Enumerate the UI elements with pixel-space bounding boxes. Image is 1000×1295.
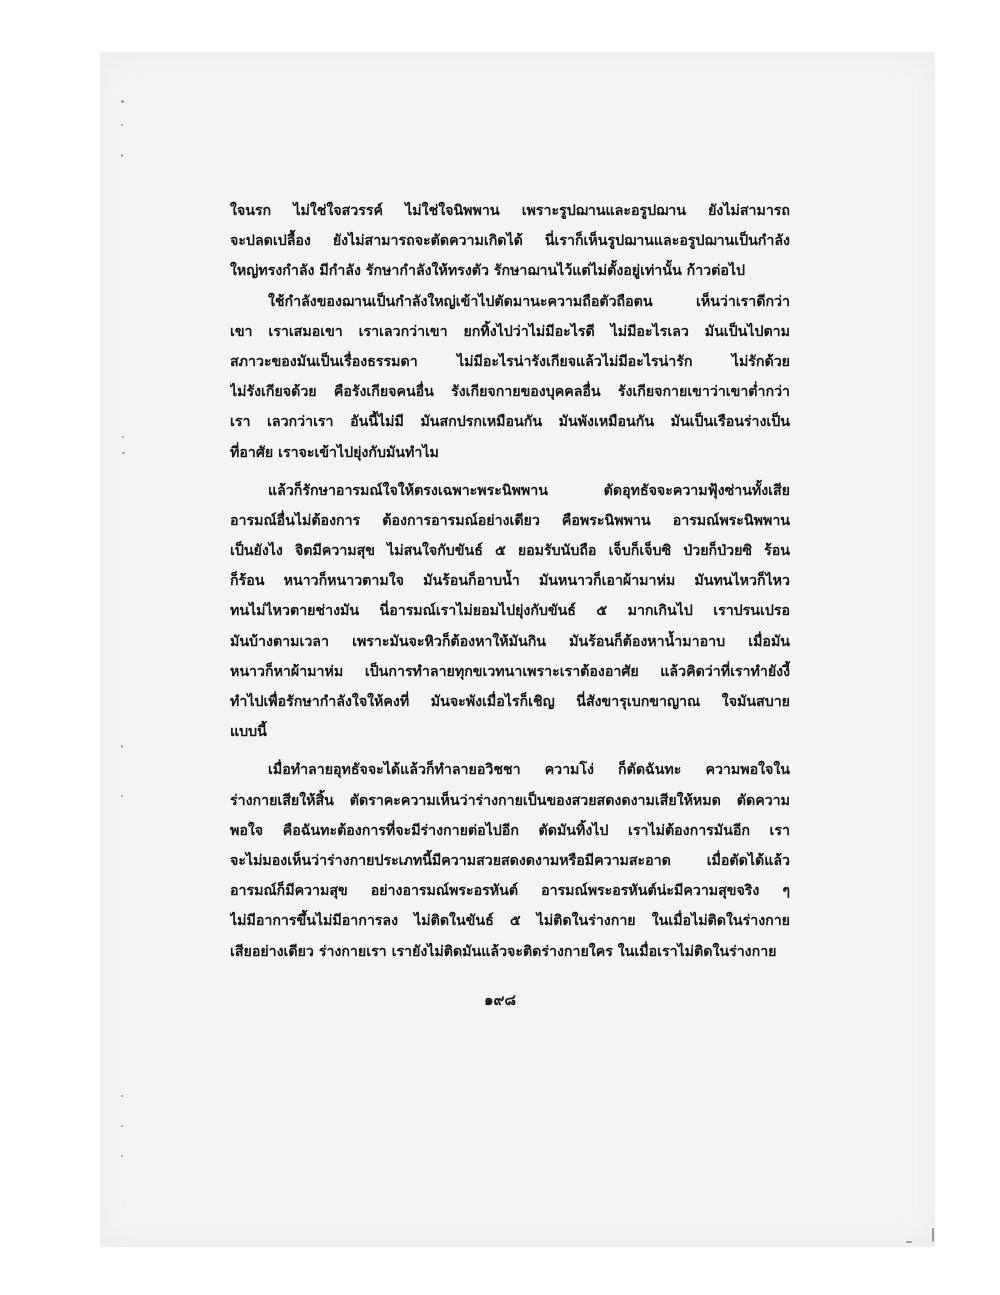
text-line: จะปลดเปลื้อง ยังไม่สามารถจะตัดความเกิดได้ นี่เราก็เห็นรูปฌานและอรูปฌานเป็นกำลัง xyxy=(230,233,790,250)
text-line: หนาวก็หาผ้ามาห่ม เป็นการทำลายทุกขเวทนาเพราะเราต้องอาศัย แล้วคิดว่าที่เราทำยังงี้ xyxy=(230,663,790,680)
scan-speck xyxy=(121,1155,123,1157)
scan-speck xyxy=(121,154,123,157)
text-line: แบบนี้ xyxy=(230,724,267,741)
text-line: เขา เราเสมอเขา เราเลวกว่าเขา ยกทิ้งไปว่าไม่มีอะไรดี ไม่มีอะไรเลว มันเป็นไปตาม xyxy=(230,323,790,340)
text-line: จะไม่มองเห็นว่าร่างกายประเภทนี้มีความสวยสดงดงามหรือมีความสะอาด เมื่อตัดได้แล้ว xyxy=(230,852,790,869)
text-line: ที่อาศัย เราจะเข้าไปยุ่งกับมันทำไม xyxy=(230,444,439,461)
text-line: ไม่มีอาการขึ้นไม่มีอาการลง ไม่ติดในขันธ์ ๕ ไม่ติดในร่างกาย ในเมื่อไม่ติดในร่างกาย xyxy=(230,913,790,930)
text-line: ร่างกายเสียให้สิ้น ตัดราคะความเห็นว่าร่างกายเป็นของสวยสดงดงามเสียให้หมด ตัดความ xyxy=(230,792,790,809)
text-line: ทำไปเพื่อรักษากำลังใจให้คงที่ มันจะพังเมื่อไรก็เชิญ นี่สังขารุเบกขาญาณ ใจมันสบาย xyxy=(230,694,790,710)
paragraph-gap xyxy=(230,468,790,476)
scan-speck xyxy=(121,795,123,797)
text-line: อารมณ์ก็มีความสุข อย่างอารมณ์พระอรหันต์ อารมณ์พระอรหันต์น่ะมีความสุขจริง ๆ xyxy=(230,883,790,900)
text-line: เรา เลวกว่าเรา อันนี้ไม่มี มันสกปรกเหมือนกัน มันพังเหมือนกัน มันเป็นเรือนร่างเป็น xyxy=(230,414,790,431)
body-text xyxy=(230,196,790,967)
scan-speck xyxy=(122,452,125,454)
text-line: เมื่อทำลายอุทธัจจะได้แล้วก็ทำลายอวิชชา ความโง่ ก็ตัดฉันทะ ความพอใจใน xyxy=(268,762,790,779)
text-line: ใหญ่ทรงกำลัง มีกำลัง รักษากำลังให้ทรงตัว รักษาฌานไว้แต่ไม่ตั้งอยู่เท่านั้น ก้าวต่อไป xyxy=(230,263,746,280)
scan-speck xyxy=(122,436,124,438)
text-line: พอใจ คือฉันทะต้องการที่จะมีร่างกายต่อไปอีก ตัดมันทิ้งไป เราไม่ต้องการมันอีก เรา xyxy=(230,822,790,839)
scan-speck xyxy=(932,1228,934,1242)
scan-speck xyxy=(121,100,124,103)
page-number: ๑๙๘ xyxy=(483,991,517,1009)
text-line: อารมณ์อื่นไม่ต้องการ ต้องการอารมณ์อย่างเดียว คือพระนิพพาน อารมณ์พระนิพพาน xyxy=(230,512,790,529)
text-line: ไม่รังเกียจด้วย คือรังเกียจคนอื่น รังเกียจกายของบุคคลอื่น รังเกียจกายเขาว่าเขาต่ำกว่า xyxy=(230,384,790,401)
text-line: เสียอย่างเดียว ร่างกายเรา เรายังไม่ติดมันแล้วจะติดร่างกายใคร ในเมื่อเราไม่ติดในร่างกาย xyxy=(230,943,777,960)
text-line: ทนไม่ไหวตายช่างมัน นี่อารมณ์เราไม่ยอมไปยุ่งกับขันธ์ ๕ มากเกินไป เราปรนเปรอ xyxy=(230,603,790,620)
text-line: แล้วก็รักษาอารมณ์ใจให้ตรงเฉพาะพระนิพพาน ตัดอุทธัจจะความฟุ้งซ่านทั้งเสีย xyxy=(268,482,790,499)
paragraph-gap xyxy=(230,747,790,755)
text-line: เป็นยังไง จิตมีความสุข ไม่สนใจกับขันธ์ ๕ ยอมรับนับถือ เจ็บก็เจ็บซิ ป่วยก็ป่วยซิ ร้อน xyxy=(230,543,790,560)
scan-speck xyxy=(121,1125,123,1127)
text-line: มันบ้างตามเวลา เพราะมันจะหิวก็ต้องหาให้มันกิน มันร้อนก็ต้องหาน้ำมาอาบ เมื่อมัน xyxy=(230,633,790,650)
text-line: ก็ร้อน หนาวก็หนาวตามใจ มันร้อนก็อาบน้ำ มันหนาวก็เอาผ้ามาห่ม มันทนไหวก็ไหว xyxy=(230,573,790,590)
text-line: สภาวะของมันเป็นเรื่องธรรมดา ไม่มีอะไรน่ารังเกียจแล้วไม่มีอะไรน่ารัก ไม่รักด้วย xyxy=(230,353,790,370)
scan-speck xyxy=(121,1095,123,1097)
text-line: ใจนรก ไม่ใช่ใจสวรรค์ ไม่ใช่ใจนิพพาน เพราะรูปฌานและอรูปฌาน ยังไม่สามารถ xyxy=(230,203,790,219)
scan-speck xyxy=(121,124,123,126)
scan-speck xyxy=(121,745,123,748)
scan-speck xyxy=(906,1241,912,1243)
text-line: ใช้กำลังของฌานเป็นกำลังใหญ่เข้าไปตัดมานะความถือตัวถือตน เห็นว่าเราดีกว่า xyxy=(268,293,790,310)
